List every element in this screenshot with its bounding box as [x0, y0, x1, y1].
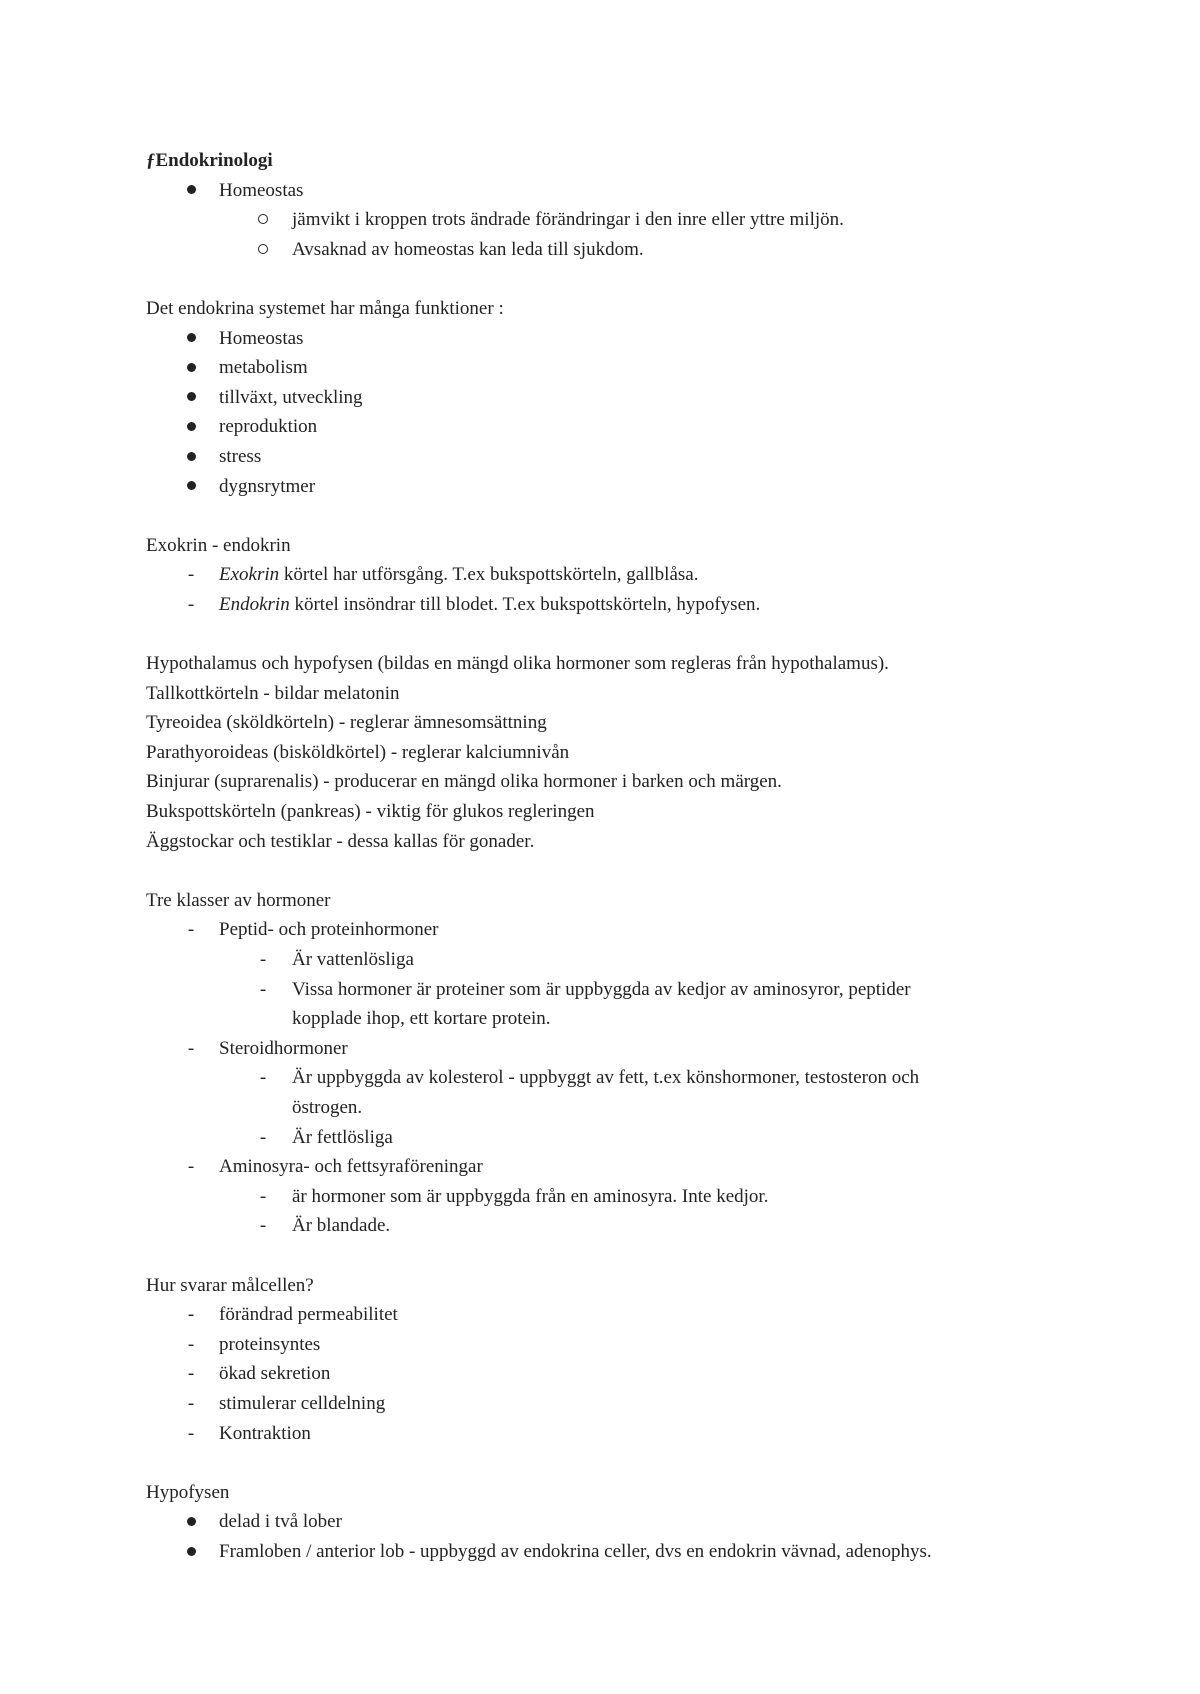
list-item-continuation: kopplade ihop, ett kortare protein.	[292, 1008, 551, 1030]
list-item-text: proteinsyntes	[219, 1333, 321, 1355]
dash-bullet-icon	[181, 1300, 201, 1330]
list-item	[146, 590, 1146, 620]
dash-bullet-icon	[181, 1034, 201, 1064]
paragraph-line: Tyreoidea (sköldkörteln) - reglerar ämnesomsättning	[146, 712, 547, 734]
list-item	[146, 560, 1146, 590]
bullet-icon	[181, 353, 201, 383]
dash-bullet-icon	[253, 1211, 273, 1241]
list-item	[146, 1389, 1146, 1419]
document-page	[146, 146, 1146, 1567]
list-item-text: körtel insöndrar till blodet. T.ex bukspottskörteln, hypofysen.	[289, 593, 761, 615]
bullet-icon	[181, 1507, 201, 1537]
section-heading: Exokrin - endokrin	[146, 534, 291, 556]
list-item	[146, 1034, 1146, 1064]
page-title	[146, 146, 1146, 176]
list-item	[146, 975, 1146, 1005]
list-item-text: tillväxt, utveckling	[219, 386, 363, 408]
spacer	[146, 1448, 1146, 1478]
list-item-text: ökad sekretion	[219, 1363, 331, 1385]
list-item	[146, 1330, 1146, 1360]
list-item	[146, 1211, 1146, 1241]
dash-bullet-icon	[181, 1419, 201, 1449]
list-item	[146, 945, 1146, 975]
list-item-text: Homeostas	[219, 179, 304, 201]
bullet-icon	[181, 176, 201, 206]
list-item	[146, 1359, 1146, 1389]
list-item-text: Är fettlösliga	[292, 1126, 393, 1148]
list-item	[146, 205, 1146, 235]
list-item	[146, 1182, 1146, 1212]
term-italic: Endokrin	[219, 593, 290, 615]
section-heading: Hypofysen	[146, 1481, 230, 1503]
list-item-text: stress	[219, 445, 262, 467]
title-prefix-glyph: ƒ	[146, 150, 156, 171]
paragraph-line: Tallkottkörteln - bildar melatonin	[146, 682, 400, 704]
list-item	[146, 1063, 1146, 1093]
term-italic: Exokrin	[219, 564, 280, 586]
list-item-text: dygnsrytmer	[219, 475, 316, 497]
bullet-icon	[181, 412, 201, 442]
list-item-text: Är blandade.	[292, 1215, 391, 1237]
dash-bullet-icon	[253, 975, 273, 1005]
paragraph-line: Hypothalamus och hypofysen (bildas en mängd olika hormoner som regleras från hypothalamus).	[146, 653, 889, 675]
list-item	[146, 324, 1146, 354]
list-item	[146, 235, 1146, 265]
section-heading: Hur svarar målcellen?	[146, 1274, 314, 1296]
list-item-text: Aminosyra- och fettsyraföreningar	[219, 1156, 483, 1178]
list-item-text: Homeostas	[219, 327, 304, 349]
dash-bullet-icon	[181, 1152, 201, 1182]
list-item-text: Kontraktion	[219, 1422, 311, 1444]
list-item-text: Avsaknad av homeostas kan leda till sjukdom.	[292, 238, 644, 260]
spacer	[146, 264, 1146, 294]
paragraph-line: Bukspottskörteln (pankreas) - viktig för glukos regleringen	[146, 801, 595, 823]
dash-bullet-icon	[181, 1389, 201, 1419]
spacer	[146, 620, 1146, 650]
dash-bullet-icon	[253, 1182, 273, 1212]
circle-bullet-icon	[253, 205, 273, 235]
list-item	[146, 412, 1146, 442]
list-item-text: körtel har utförsgång. T.ex bukspottskörteln, gallblåsa.	[279, 564, 699, 586]
section-heading: Tre klasser av hormoner	[146, 889, 331, 911]
list-item-text: jämvikt i kroppen trots ändrade förändringar i den inre eller yttre miljön.	[292, 209, 844, 231]
list-item-continuation: östrogen.	[292, 1097, 363, 1118]
spacer	[146, 501, 1146, 531]
list-item	[146, 1123, 1146, 1153]
list-item	[146, 472, 1146, 502]
list-item	[146, 1419, 1146, 1449]
list-item-text: Framloben / anterior lob - uppbyggd av endokrina celler, dvs en endokrin vävnad, adenophys.	[219, 1540, 932, 1562]
dash-bullet-icon	[181, 915, 201, 945]
spacer	[146, 1241, 1146, 1271]
dash-bullet-icon	[181, 560, 201, 590]
dash-bullet-icon	[181, 1359, 201, 1389]
section-heading: Det endokrina systemet har många funktioner :	[146, 297, 504, 319]
bullet-icon	[181, 324, 201, 354]
title-text: Endokrinologi	[155, 150, 273, 171]
paragraph-line: Binjurar (suprarenalis) - producerar en mängd olika hormoner i barken och märgen.	[146, 771, 782, 793]
circle-bullet-icon	[253, 235, 273, 265]
dash-bullet-icon	[181, 1330, 201, 1360]
list-item-text: Är uppbyggda av kolesterol - uppbyggt av fett, t.ex könshormoner, testosteron och	[292, 1067, 920, 1089]
paragraph-line: Parathyoroideas (bisköldkörtel) - reglerar kalciumnivån	[146, 741, 570, 763]
list-item-text: Vissa hormoner är proteiner som är uppbyggda av kedjor av aminosyror, peptider	[292, 978, 911, 1000]
dash-bullet-icon	[253, 1123, 273, 1153]
list-item	[146, 915, 1146, 945]
bullet-icon	[181, 383, 201, 413]
list-item-text: delad i två lober	[219, 1511, 342, 1533]
list-item-text: Steroidhormoner	[219, 1037, 348, 1059]
list-item	[146, 1152, 1146, 1182]
list-item-text: är hormoner som är uppbyggda från en aminosyra. Inte kedjor.	[292, 1185, 769, 1207]
list-item-text: stimulerar celldelning	[219, 1392, 386, 1414]
list-item-text: metabolism	[219, 357, 308, 379]
dash-bullet-icon	[253, 1063, 273, 1093]
list-item	[146, 383, 1146, 413]
dash-bullet-icon	[181, 590, 201, 620]
list-item	[146, 1537, 1146, 1567]
bullet-icon	[181, 442, 201, 472]
dash-bullet-icon	[253, 945, 273, 975]
spacer	[146, 856, 1146, 886]
list-item-text: förändrad permeabilitet	[219, 1304, 398, 1326]
bullet-icon	[181, 1537, 201, 1567]
list-item-text: Är vattenlösliga	[292, 949, 414, 971]
list-item	[146, 353, 1146, 383]
bullet-icon	[181, 472, 201, 502]
list-item-text: Peptid- och proteinhormoner	[219, 919, 439, 941]
list-item	[146, 1300, 1146, 1330]
list-item-text: reproduktion	[219, 416, 318, 438]
list-item	[146, 1507, 1146, 1537]
list-item	[146, 442, 1146, 472]
paragraph-line: Äggstockar och testiklar - dessa kallas för gonader.	[146, 830, 535, 852]
list-item	[146, 176, 1146, 206]
